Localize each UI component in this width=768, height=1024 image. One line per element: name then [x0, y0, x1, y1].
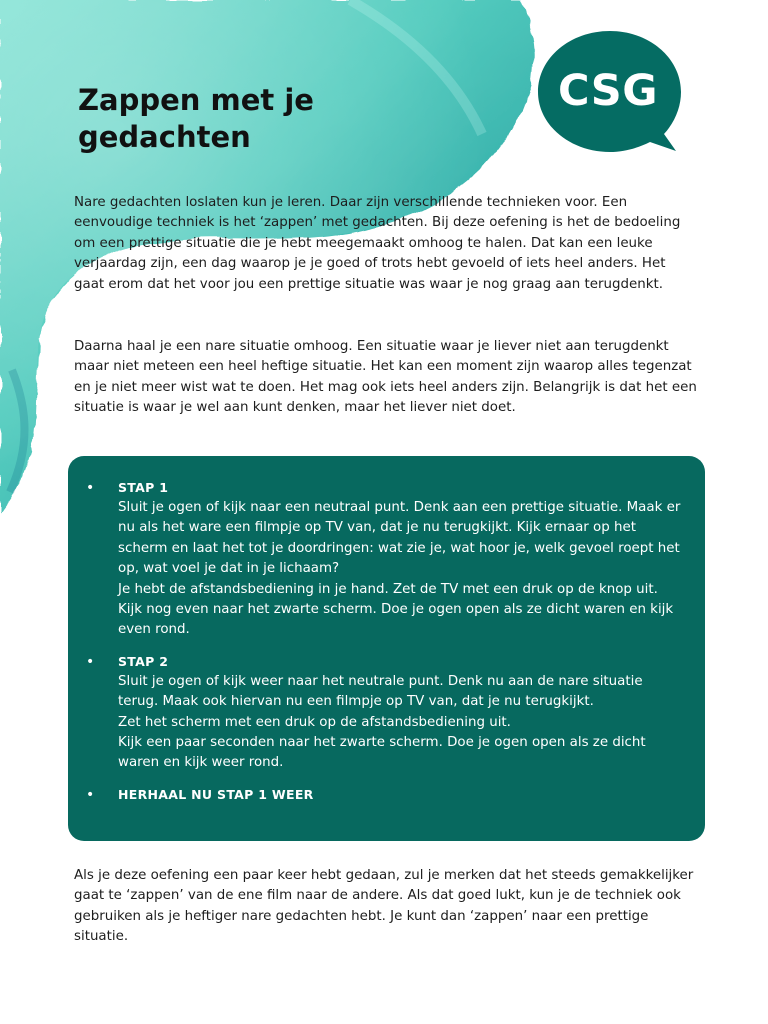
bullet-icon: • [86, 653, 95, 670]
bullet-icon: • [86, 786, 95, 803]
step-title-3: HERHAAL NU STAP 1 WEER [118, 786, 314, 802]
intro-paragraph-1: Nare gedachten loslaten kun je leren. Daar zijn verschillende technieken voor. Een eenvoudige techniek is het ‘zappen’ met gedachten. Bij deze oefening is het de bedoeling om een prettige situatie die je hebt meegemaakt omhoog te halen. Dat kan een leuke verjaardag zijn, een dag waarop je je goed of trots hebt gevoeld of iets heel anders. Het gaat erom dat het voor jou een prettige situatie was waar je nog graag aan terugdenkt. [74, 195, 681, 292]
step-item-3 [86, 785, 683, 805]
bullet-icon: • [86, 480, 95, 496]
csg-logo [530, 24, 692, 154]
step-item-1 [86, 478, 683, 641]
step-2-line-2: Zet het scherm met een druk op de afstandsbediening uit. [118, 714, 511, 730]
page-title: Zappen met je gedachten [78, 83, 314, 154]
steps-panel [68, 456, 705, 841]
step-item-2 [86, 652, 683, 774]
step-1-line-2: Je hebt de afstandsbediening in je hand. Zet de TV met een druk op de knop uit. Kijk nog even naar het zwarte scherm. Doe je ogen open als ze dicht waren en kijk even rond. [118, 581, 674, 638]
step-1-line-1: Sluit je ogen of kijk naar een neutraal punt. Denk aan een prettige situatie. Maak er nu als het ware een filmpje op TV van, dat je nu terugkijkt. Kijk ernaar op het scherm en laat het tot je doordringen: wat zie je, wat hoor je, welk gevoel roept het op, wat voel je dat in je lichaam? [118, 500, 681, 577]
logo-text: CSG [557, 66, 659, 116]
intro-paragraph-2: Daarna haal je een nare situatie omhoog. Een situatie waar je liever niet aan terugdenkt maar niet meteen een heel heftige situatie. Het kan een moment zijn waarop alles tegenzat en je niet meer wist wat te doen. Het mag ook iets heel anders zijn. Belangrijk is dat het een situatie is waar je wel aan kunt denken, maar het liever niet doet. [74, 339, 697, 416]
step-2-line-3: Kijk een paar seconden naar het zwarte scherm. Doe je ogen open als ze dicht waren en kijk weer rond. [118, 735, 646, 771]
step-title-1: STAP 1 [118, 480, 169, 495]
closing-paragraph: Als je deze oefening een paar keer hebt gedaan, zul je merken dat het steeds gemakkelijker gaat te ‘zappen’ van de ene film naar de andere. Als dat goed lukt, kun je de techniek ook gebruiken als je heftiger nare gedachten hebt. Je kunt dan ‘zappen’ naar een prettige situatie. [74, 868, 694, 945]
step-title-2: STAP 2 [118, 653, 169, 669]
step-2-line-1: Sluit je ogen of kijk weer naar het neutrale punt. Denk nu aan de nare situatie terug. Maak ook hiervan nu een filmpje op TV van, dat je nu terugkijkt. [118, 673, 643, 710]
